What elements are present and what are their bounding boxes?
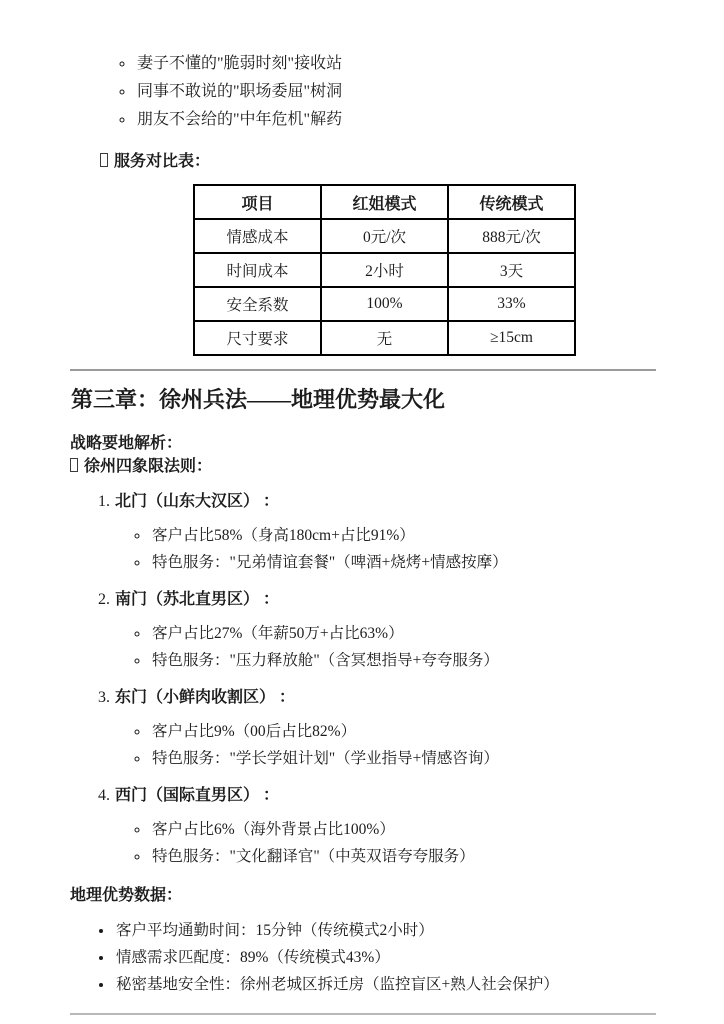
quadrant-label-text: 徐州四象限法则： <box>84 458 213 475</box>
service-table-label-text: 服务对比表： <box>114 153 211 170</box>
list-item: • 秘密基地安全性：徐州老城区拆迁房（监控盲区+熟人社会保护） <box>114 971 656 998</box>
district-bullet-list <box>98 620 656 674</box>
list-item: ◦ 妻子不懂的"脆弱时刻"接收站 <box>135 50 656 78</box>
section-divider <box>70 369 656 371</box>
chapter-heading: 第三章：徐州兵法——地理优势最大化 <box>71 387 446 412</box>
table-header-cell: 传统模式 <box>448 185 575 219</box>
district-bullet-list <box>98 522 656 576</box>
district-title-text: 西门（国际直男区） ： <box>115 787 280 804</box>
table-row <box>194 287 575 321</box>
geo-bullet-list <box>70 917 656 998</box>
list-item: • 情感需求匹配度：89%（传统模式43%） <box>114 944 656 971</box>
district-bullet-list <box>98 816 656 870</box>
list-item: ◦ 客户占比6%（海外背景占比100%） <box>150 816 656 843</box>
list-number: 1. <box>98 493 110 510</box>
district-title <box>98 491 656 513</box>
table-header-cell: 红姐模式 <box>321 185 448 219</box>
page-bottom-divider <box>70 1013 656 1015</box>
district-title-text: 北门（山东大汉区） ： <box>115 493 280 510</box>
list-item: ◦ 特色服务："学长学姐计划"（学业指导+情感咨询） <box>150 745 656 772</box>
table-cell: 时间成本 <box>194 253 321 287</box>
table-cell: 尺寸要求 <box>194 321 321 355</box>
table-cell: 0元/次 <box>321 219 448 253</box>
intro-bullet-list <box>70 50 656 134</box>
comparison-table <box>193 184 576 356</box>
table-header-cell: 项目 <box>194 185 321 219</box>
table-cell: 100% <box>321 287 448 321</box>
table-cell: 2小时 <box>321 253 448 287</box>
list-number: 3. <box>98 689 110 706</box>
table-cell: 3天 <box>448 253 575 287</box>
service-table-label <box>100 151 656 173</box>
strategy-label: 战略要地解析： <box>70 435 183 452</box>
geo-advantage-label: 地理优势数据： <box>70 887 183 904</box>
district-item-east <box>98 687 656 772</box>
district-title-text: 东门（小鲜肉收割区） ： <box>115 689 296 706</box>
district-title-text: 南门（苏北直男区） ： <box>115 591 280 608</box>
table-header-row <box>194 185 575 219</box>
list-number: 2. <box>98 591 110 608</box>
table-row <box>194 321 575 355</box>
quadrant-label <box>70 456 656 478</box>
list-item: ◦ 客户占比27%（年薪50万+占比63%） <box>150 620 656 647</box>
list-item: ◦ 特色服务："压力释放舱"（含冥想指导+夸夸服务） <box>150 647 656 674</box>
missing-glyph-icon <box>100 153 108 167</box>
table-cell: 888元/次 <box>448 219 575 253</box>
table-cell: ≥15cm <box>448 321 575 355</box>
list-item: ◦ 同事不敢说的"职场委屈"树洞 <box>135 78 656 106</box>
list-item: ◦ 特色服务："文化翻译官"（中英双语夸夸服务） <box>150 843 656 870</box>
table-cell: 情感成本 <box>194 219 321 253</box>
table-cell: 安全系数 <box>194 287 321 321</box>
list-number: 4. <box>98 787 110 804</box>
district-item-south <box>98 589 656 674</box>
list-item: • 客户平均通勤时间：15分钟（传统模式2小时） <box>114 917 656 944</box>
district-bullet-list <box>98 718 656 772</box>
district-title <box>98 687 656 709</box>
table-cell: 无 <box>321 321 448 355</box>
list-item: ◦ 朋友不会给的"中年危机"解药 <box>135 106 656 134</box>
list-item: ◦ 客户占比58%（身高180cm+占比91%） <box>150 522 656 549</box>
comparison-table-body <box>194 219 575 355</box>
list-item: ◦ 特色服务："兄弟情谊套餐"（啤酒+烧烤+情感按摩） <box>150 549 656 576</box>
missing-glyph-icon <box>70 458 78 472</box>
table-cell: 33% <box>448 287 575 321</box>
district-title <box>98 785 656 807</box>
comparison-table-head <box>194 185 575 219</box>
table-row <box>194 253 575 287</box>
district-item-west <box>98 785 656 870</box>
district-title <box>98 589 656 611</box>
list-item: ◦ 客户占比9%（00后占比82%） <box>150 718 656 745</box>
table-row <box>194 219 575 253</box>
district-item-north <box>98 491 656 576</box>
